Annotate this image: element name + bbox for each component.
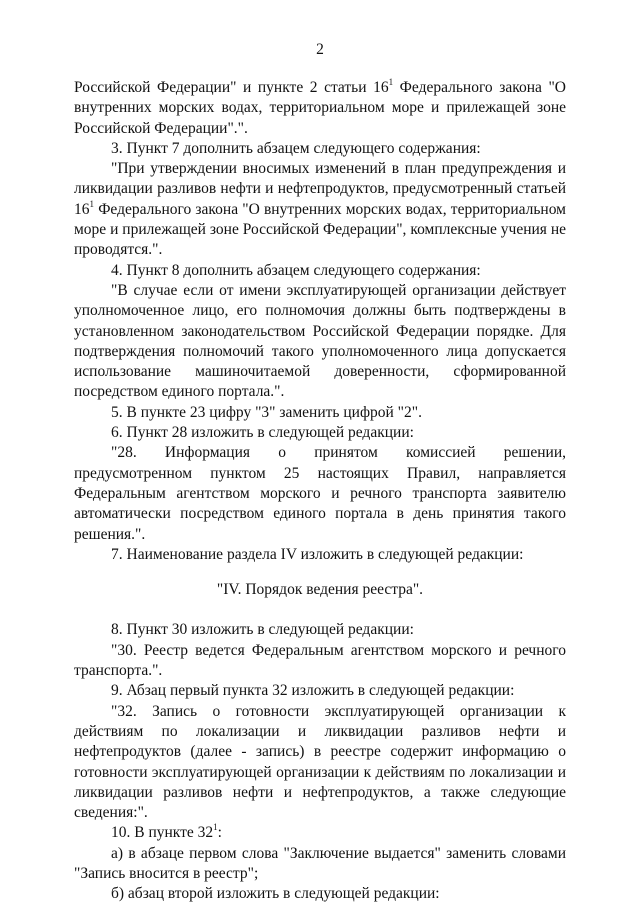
quoted-paragraph-32: "32. Запись о готовности эксплуатирующей организации к действиям по локализации и ликвидации разливов нефти и нефтепродуктов (далее - запись) в реестре содержит информацию о готовности эксплуатирующей организации к действиям по локализации и ликвидации разливов нефти и нефтепродуктов, а также следующие сведения:". <box>74 702 566 822</box>
quoted-paragraph-28: "28. Информация о принятом комиссией решении, предусмотренном пунктом 25 настоящих Правил, направляется Федеральным агентством морского и речного транспорта заявителю автоматически посредством единого портала в день принятия такого решения.". <box>74 444 566 543</box>
superscript: 1 <box>89 198 94 209</box>
paragraph-law-reference <box>74 78 566 139</box>
superscript: 1 <box>388 76 394 87</box>
amendment-item-5: 5. В пункте 23 цифру "3" заменить цифрой "2". <box>111 403 422 421</box>
text-fragment: : <box>217 824 222 842</box>
text-fragment: Федерального закона "О внутренних морских водах, территориальном море и прилежащей зоне Российской Федерации".". <box>74 79 566 137</box>
amendment-item-10 <box>74 823 566 843</box>
text-fragment: 10. В пункте 32 <box>111 824 214 842</box>
quoted-paragraph-30: "30. Реестр ведется Федеральным агентством морского и речного транспорта.". <box>74 641 566 680</box>
amendment-item-4: 4. Пункт 8 дополнить абзацем следующего содержания: <box>111 261 481 279</box>
amendment-item-6: 6. Пункт 28 изложить в следующей редакции: <box>111 424 414 442</box>
amendment-item-8: 8. Пункт 30 изложить в следующей редакции: <box>111 621 414 639</box>
amendment-item-7: 7. Наименование раздела IV изложить в следующей редакции: <box>111 545 524 563</box>
text-fragment: Федерального закона "О внутренних морских водах, территориальном море и прилежащей зоне Российской Федерации", комплексные учения не проводятся.". <box>74 200 566 259</box>
text-fragment: "При утверждении вносимых изменений в план предупреждения и ликвидации разливов нефти и нефтепродуктов, предусмотренный статьей 16 <box>74 160 566 218</box>
document-body <box>74 78 566 905</box>
quoted-paragraph-plan-approval <box>74 159 566 260</box>
text-fragment: Российской Федерации" и пункте 2 статьи 16 <box>74 79 389 96</box>
quoted-paragraph-authorized-person: "В случае если от имени эксплуатирующей организации действует уполномоченное лицо, его полномочия должны быть подтверждены в установленном законодательством Российской Федерации порядке. Для подтверждения полномочий такого уполномоченного лица допускается использование машиночитаемой доверенности, сформированной посредством единого портала.". <box>74 281 566 401</box>
superscript: 1 <box>213 822 218 833</box>
page-number: 2 <box>316 41 324 58</box>
subitem-a: а) в абзаце первом слова "Заключение выдается" заменить словами "Запись вносится в реестр"; <box>74 844 566 882</box>
amendment-item-3: 3. Пункт 7 дополнить абзацем следующего содержания: <box>111 139 481 157</box>
section-heading: "IV. Порядок ведения реестра". <box>216 581 424 599</box>
amendment-item-9: 9. Абзац первый пункта 32 изложить в следующей редакции: <box>111 682 515 700</box>
subitem-b: б) абзац второй изложить в следующей редакции: <box>111 885 440 903</box>
